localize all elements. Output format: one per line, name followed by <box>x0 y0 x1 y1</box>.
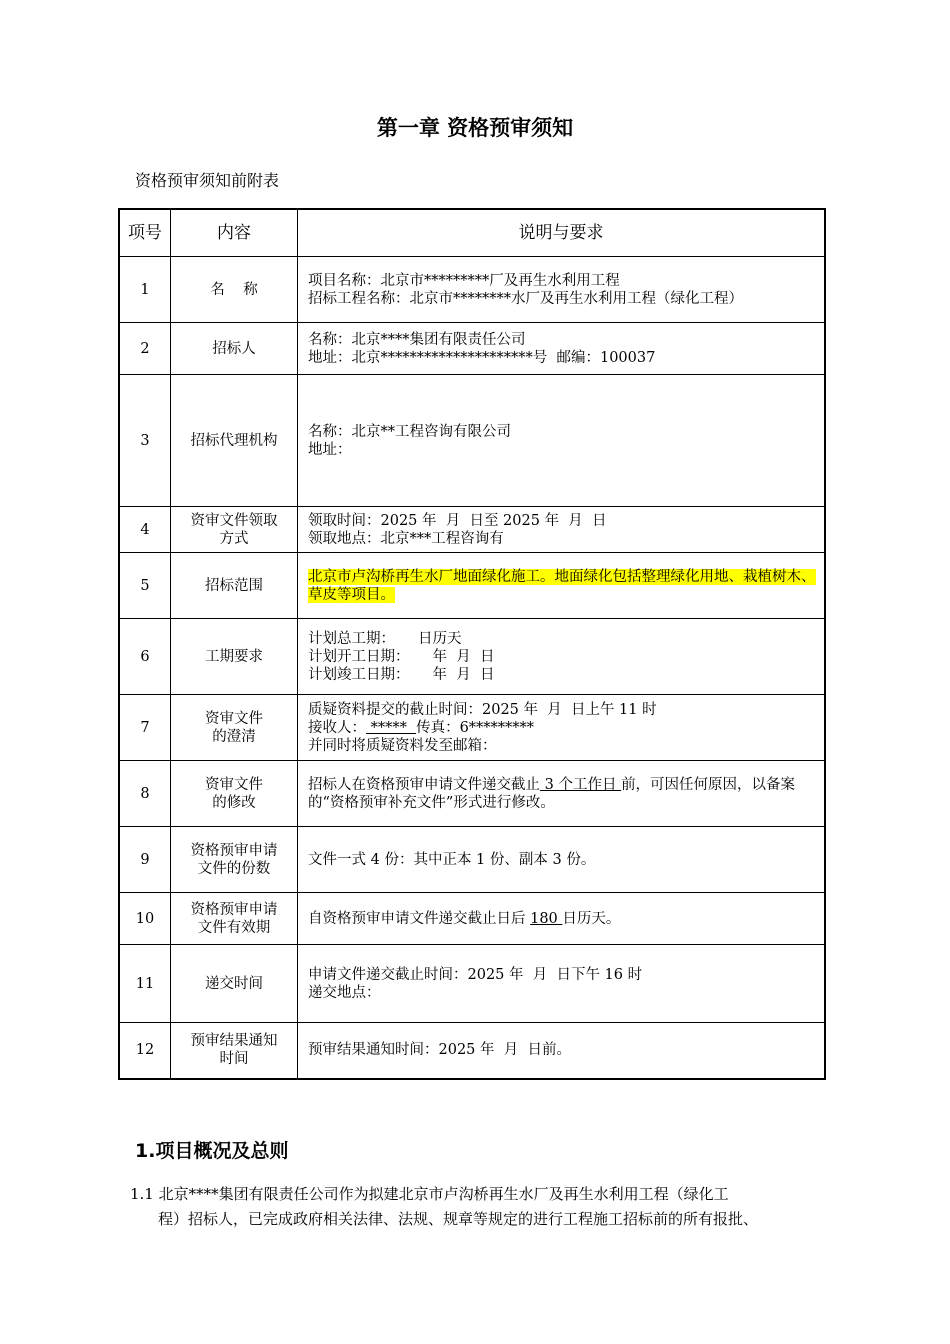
header-desc: 说明与要求 <box>298 209 826 257</box>
prequalification-table <box>118 208 826 1080</box>
row-item: 资审文件 的澄清 <box>171 695 298 761</box>
row-item: 预审结果通知 时间 <box>171 1023 298 1079</box>
row-item: 递交时间 <box>171 945 298 1023</box>
row-desc: 名称：北京****集团有限责任公司 地址：北京*********************号 邮编：100037 <box>298 323 826 375</box>
row-no: 7 <box>119 695 171 761</box>
row-item: 工期要求 <box>171 619 298 695</box>
row-desc: 招标人在资格预审申请文件递交截止 3 个工作日 前，可因任何原因，以备案的“资格预审补充文件”形式进行修改。 <box>298 761 826 827</box>
table-row <box>119 893 825 945</box>
table-row <box>119 695 825 761</box>
row-desc: 计划总工期： 日历天 计划开工日期： 年 月 日 计划竣工日期： 年 月 日 <box>298 619 826 695</box>
row-item: 招标人 <box>171 323 298 375</box>
row-no: 8 <box>119 761 171 827</box>
row-desc: 名称：北京**工程咨询有限公司 地址： <box>298 375 826 507</box>
row-desc <box>298 553 826 619</box>
row-item: 资格预审申请 文件的份数 <box>171 827 298 893</box>
table-row <box>119 553 825 619</box>
row-item: 资审文件 的修改 <box>171 761 298 827</box>
row-no: 5 <box>119 553 171 619</box>
header-no: 项号 <box>119 209 171 257</box>
row-no: 3 <box>119 375 171 507</box>
row-no: 9 <box>119 827 171 893</box>
row-no: 2 <box>119 323 171 375</box>
row-desc: 文件一式 4 份：其中正本 1 份、副本 3 份。 <box>298 827 826 893</box>
row-desc: 领取时间：2025 年 月 日至 2025 年 月 日 领取地点：北京***工程咨询有 <box>298 507 826 553</box>
table-row <box>119 945 825 1023</box>
row-item: 招标代理机构 <box>171 375 298 507</box>
table-row <box>119 827 825 893</box>
header-item: 内容 <box>171 209 298 257</box>
row-no: 12 <box>119 1023 171 1079</box>
page-title: 第一章 资格预审须知 <box>376 116 574 140</box>
row-item: 资格预审申请 文件有效期 <box>171 893 298 945</box>
row-desc: 自资格预审申请文件递交截止日后 180 日历天。 <box>298 893 826 945</box>
row-desc: 申请文件递交截止时间：2025 年 月 日下午 16 时 递交地点： <box>298 945 826 1023</box>
row-item: 名 称 <box>171 257 298 323</box>
row-no: 11 <box>119 945 171 1023</box>
row-item: 资审文件领取 方式 <box>171 507 298 553</box>
row-desc: 预审结果通知时间：2025 年 月 日前。 <box>298 1023 826 1079</box>
table-row <box>119 257 825 323</box>
row-no: 1 <box>119 257 171 323</box>
table-row <box>119 619 825 695</box>
section-paragraph: 1.1 北京****集团有限责任公司作为拟建北京市卢沟桥再生水厂及再生水利用工程（绿化工 程）招标人，已完成政府相关法律、法规、规章等规定的进行工程施工招标前的所有报批、 <box>130 1185 759 1228</box>
row-desc: 项目名称：北京市*********厂及再生水利用工程 招标工程名称：北京市********水厂及再生水利用工程（绿化工程） <box>298 257 826 323</box>
table-caption: 资格预审须知前附表 <box>135 171 280 190</box>
table-header-row <box>119 209 825 257</box>
row-desc: 质疑资料提交的截止时间：2025 年 月 日上午 11 时 接收人： ***** 传真：6********* 并同时将质疑资料发至邮箱： <box>298 695 826 761</box>
table-row <box>119 507 825 553</box>
row-no: 6 <box>119 619 171 695</box>
table-row <box>119 1023 825 1079</box>
row-item: 招标范围 <box>171 553 298 619</box>
highlighted-scope-text: 北京市卢沟桥再生水厂地面绿化施工。地面绿化包括整理绿化用地、栽植树木、草皮等项目。 <box>308 568 816 603</box>
row-no: 4 <box>119 507 171 553</box>
section-heading: 1.项目概况及总则 <box>135 1140 289 1162</box>
table-row <box>119 323 825 375</box>
row-no: 10 <box>119 893 171 945</box>
table-row <box>119 375 825 507</box>
table-row <box>119 761 825 827</box>
